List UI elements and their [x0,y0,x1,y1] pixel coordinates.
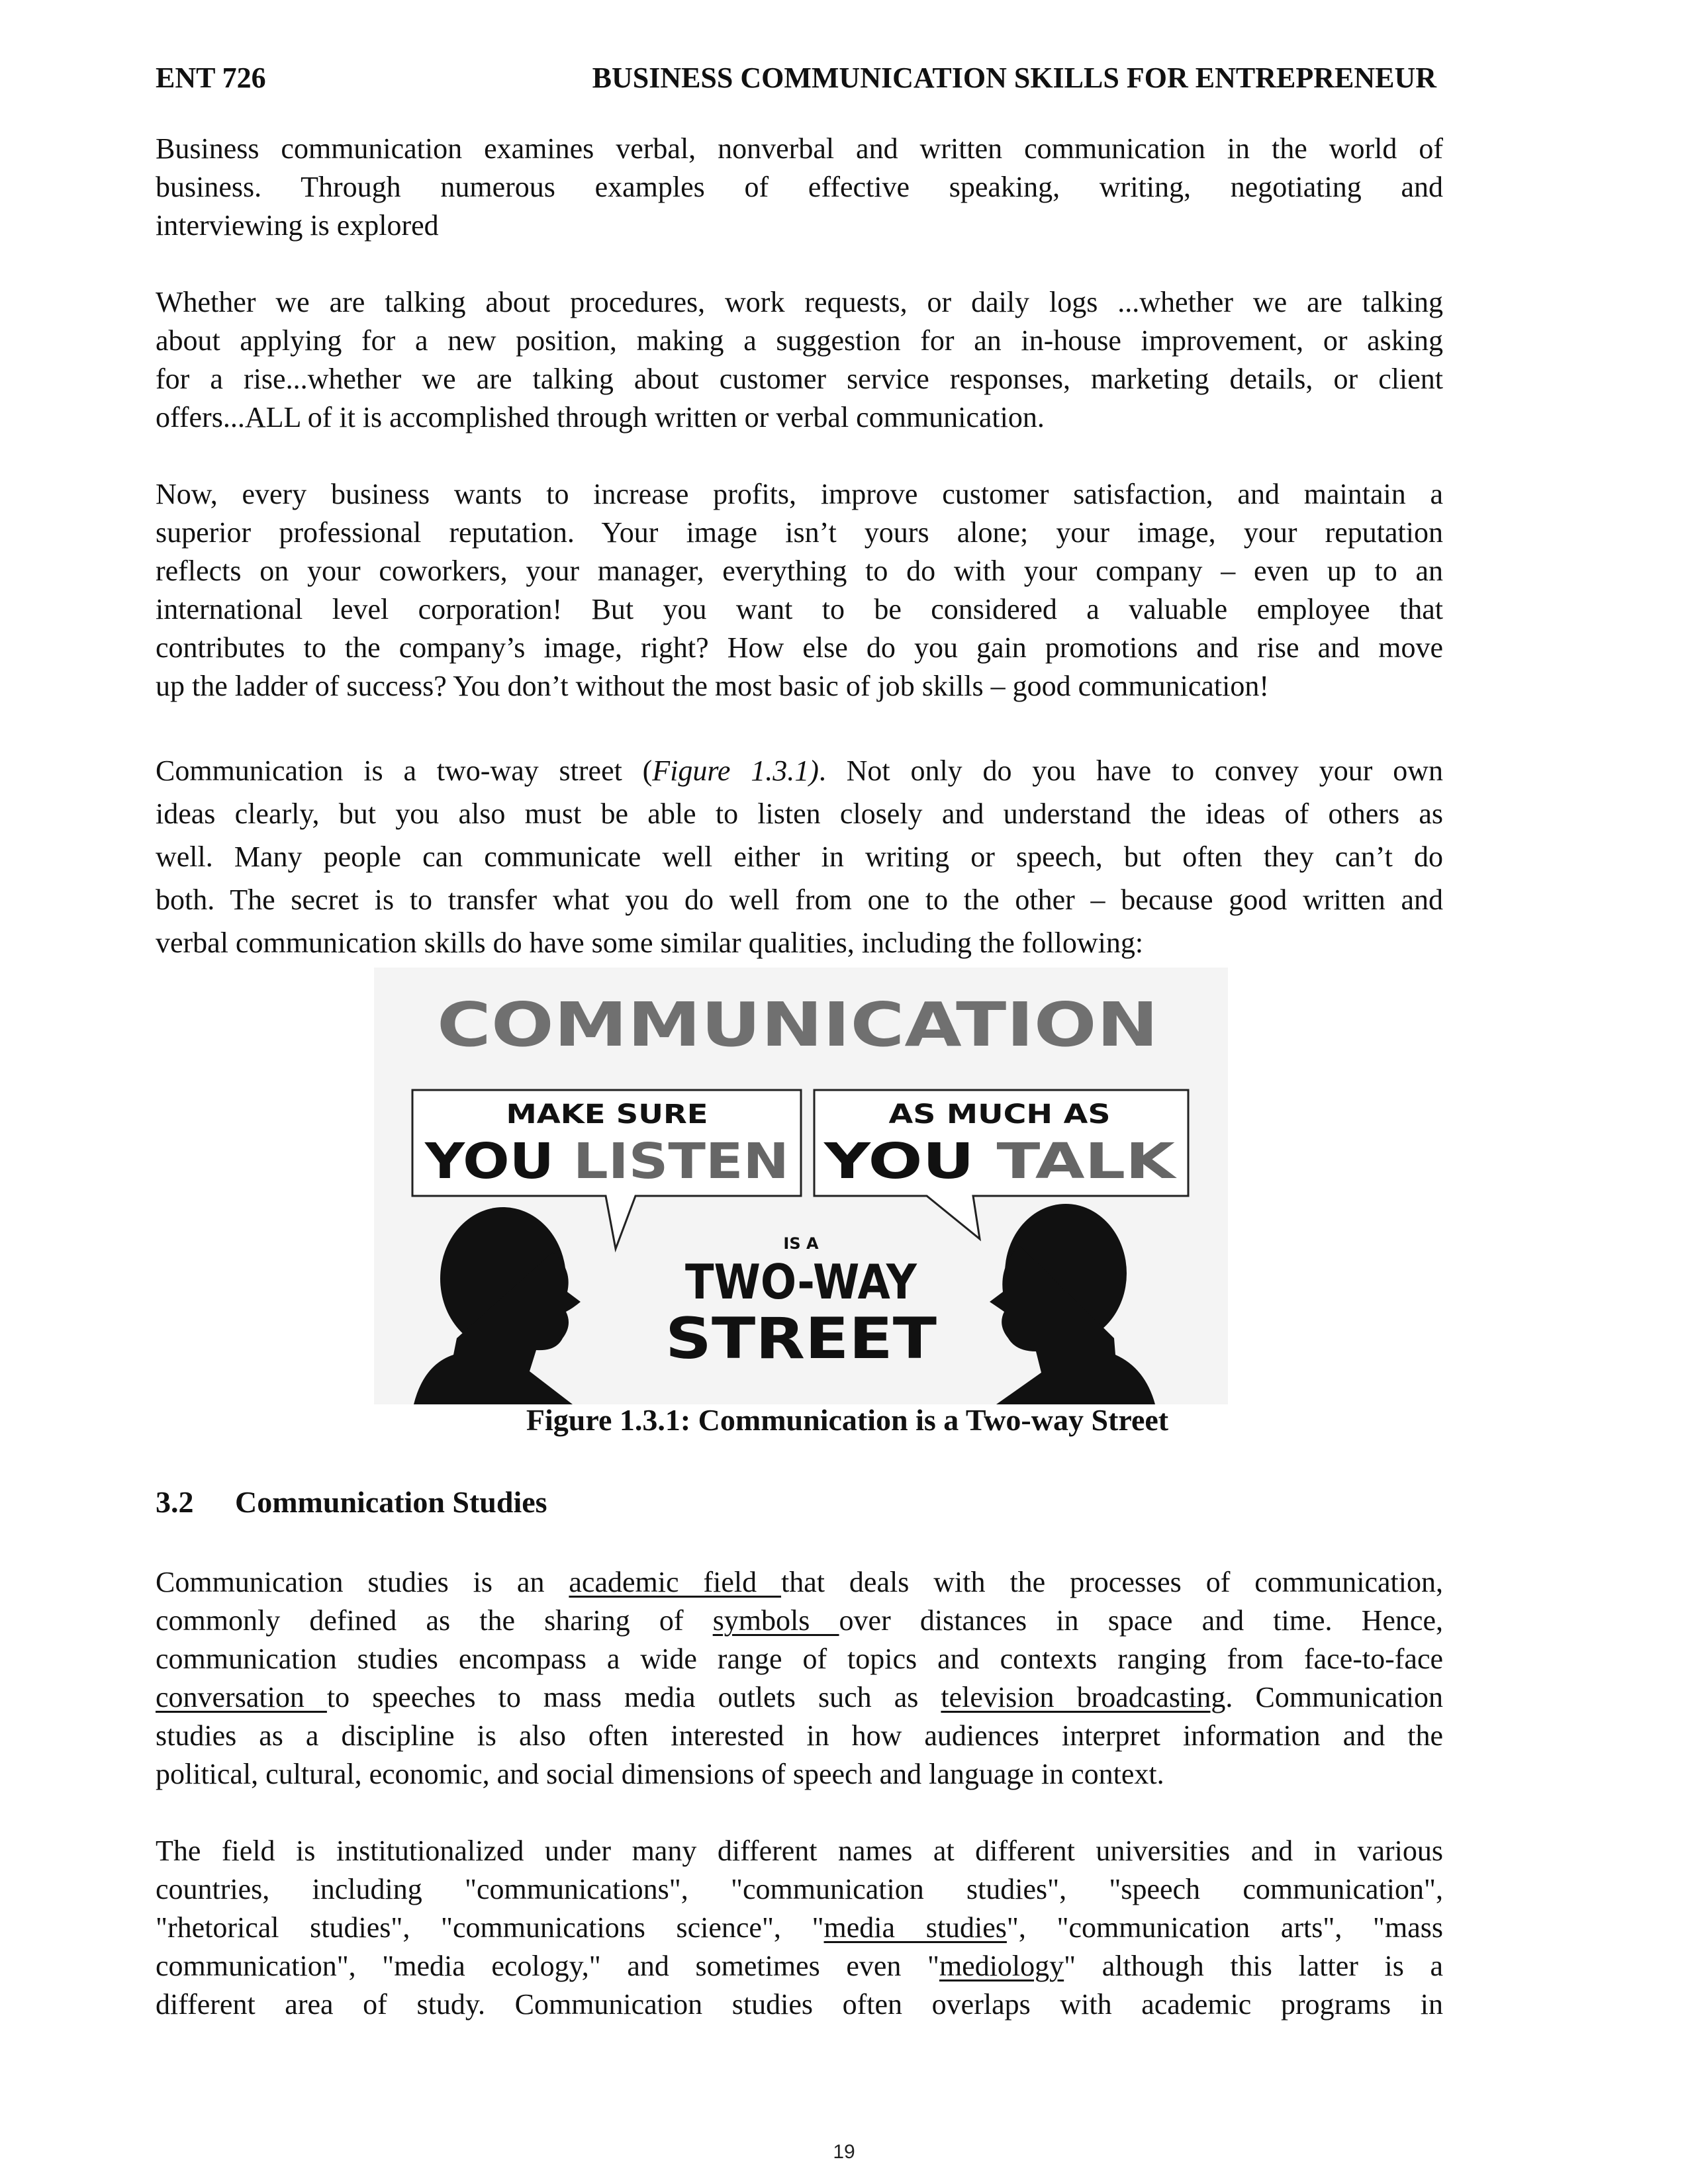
course-title: BUSINESS COMMUNICATION SKILLS FOR ENTREPRENEUR [592,62,1436,94]
text-line: different area of study. Communication studies often overlaps with academic programs in [156,1988,1443,2021]
street-label: STREET [665,1306,937,1372]
section-number: 3.2 [156,1485,194,1519]
text-line: well. Many people can communicate well either in writing or speech, but often they can’t do [156,841,1443,873]
text-span: ", "communication arts", "mass [1006,1911,1443,1944]
link-symbols[interactable]: symbols [712,1604,839,1637]
text-line [156,1947,1443,1985]
text-line: Business communication examines verbal, nonverbal and written communication in the world of [156,132,1443,165]
link-television-broadcasting[interactable]: television broadcasting [941,1681,1226,1713]
text-line [156,1602,1443,1640]
bubble-left-listen: LISTEN [573,1133,766,1190]
text-line [156,1563,1443,1602]
text-line: ideas clearly, but you also must be able to listen closely and understand the ideas of others as [156,797,1443,830]
section-heading [156,1481,547,1524]
is-a-label: IS A [783,1234,819,1253]
link-media-studies[interactable]: media studies [823,1911,1007,1944]
bubble-left-small: MAKE SURE [506,1099,708,1130]
course-code: ENT 726 [156,62,266,94]
two-way-label: TWO-WAY [685,1254,917,1310]
text-line: about applying for a new position, making a suggestion for an in-house improvement, or asking [156,324,1443,357]
bubble-right-big [823,1133,1178,1190]
text-span: over distances in space and time. Hence, [839,1604,1443,1637]
text-line: studies as a discipline is also often interested in how audiences interpret information and the [156,1719,1443,1752]
text-line: both. The secret is to transfer what you do well from one to the other – because good written and [156,884,1443,916]
text-span: commonly defined as the sharing of [156,1604,713,1637]
text-line: Now, every business wants to increase profits, improve customer satisfaction, and maintain a [156,478,1443,510]
text-span: . Not only do you have to convey your own [818,754,1443,787]
figure-illustration [374,968,1228,1404]
paragraph-communication-studies [156,1563,1443,1794]
text-line [156,749,1443,792]
figure-two-way-street [374,968,1228,1404]
bubble-right-talk: TALK [996,1133,1134,1190]
figure-caption: Figure 1.3.1: Communication is a Two-way Street [526,1403,1169,1437]
text-line: reflects on your coworkers, your manager, everything to do with your company – even up to an [156,555,1443,587]
text-line: for a rise...whether we are talking about customer service responses, marketing details, or client [156,363,1443,395]
text-line: contributes to the company’s image, right? How else do you gain promotions and rise and move [156,631,1443,664]
text-span: that deals with the processes of communication, [781,1566,1443,1598]
text-span: communication", "media ecology," and sometimes even " [156,1950,939,1982]
section-title: Communication Studies [235,1485,547,1519]
text-span: Communication is a two-way street ( [156,754,653,787]
running-header [156,58,1443,98]
text-line: superior professional reputation. Your image isn’t yours alone; your image, your reputation [156,516,1443,549]
figure-reference: Figure 1.3.1) [652,754,819,787]
text-line: international level corporation! But you want to be considered a valuable employee that [156,593,1443,625]
paragraph-reputation [156,475,1443,705]
text-span: to speeches to mass media outlets such as [326,1681,941,1713]
figure-title: COMMUNICATION [437,989,1158,1060]
text-line: business. Through numerous examples of effective speaking, writing, negotiating and [156,171,1443,203]
text-line [156,1678,1443,1717]
text-span: Communication studies is an [156,1566,569,1598]
text-line: Whether we are talking about procedures, work requests, or daily logs ...whether we are talking [156,286,1443,318]
text-span: " although this latter is a [1064,1950,1443,1982]
paragraph-intro [156,130,1443,245]
text-line: communication studies encompass a wide range of topics and contexts ranging from face-to-face [156,1643,1443,1675]
paragraph-written-verbal [156,283,1443,437]
text-line: interviewing is explored [156,209,439,242]
paragraph-two-way-street [156,749,1443,964]
bubble-left-you: YOU [425,1133,540,1190]
text-line: verbal communication skills do have some similar qualities, including the following: [156,927,1144,959]
link-academic-field[interactable]: academic field [569,1566,782,1598]
page-number: 19 [833,2141,855,2163]
text-line: offers...ALL of it is accomplished through written or verbal communication. [156,401,1045,433]
link-mediology[interactable]: mediology [939,1950,1064,1982]
text-line [156,1909,1443,1947]
bubble-right-you: YOU [824,1133,939,1190]
text-line: political, cultural, economic, and social dimensions of speech and language in context. [156,1758,1164,1790]
text-span: . Communication [1225,1681,1443,1713]
paragraph-field-names [156,1832,1443,2024]
text-span: "rhetorical studies", "communications science", " [156,1911,824,1944]
text-line: The field is institutionalized under many different names at different universities and in various [156,1835,1443,1867]
bubble-left-big [424,1133,789,1190]
bubble-right-small: AS MUCH AS [888,1099,1111,1130]
text-line: up the ladder of success? You don’t without the most basic of job skills – good communication! [156,670,1269,702]
link-conversation[interactable]: conversation [156,1681,327,1713]
text-line: countries, including "communications", "communication studies", "speech communication", [156,1873,1443,1905]
